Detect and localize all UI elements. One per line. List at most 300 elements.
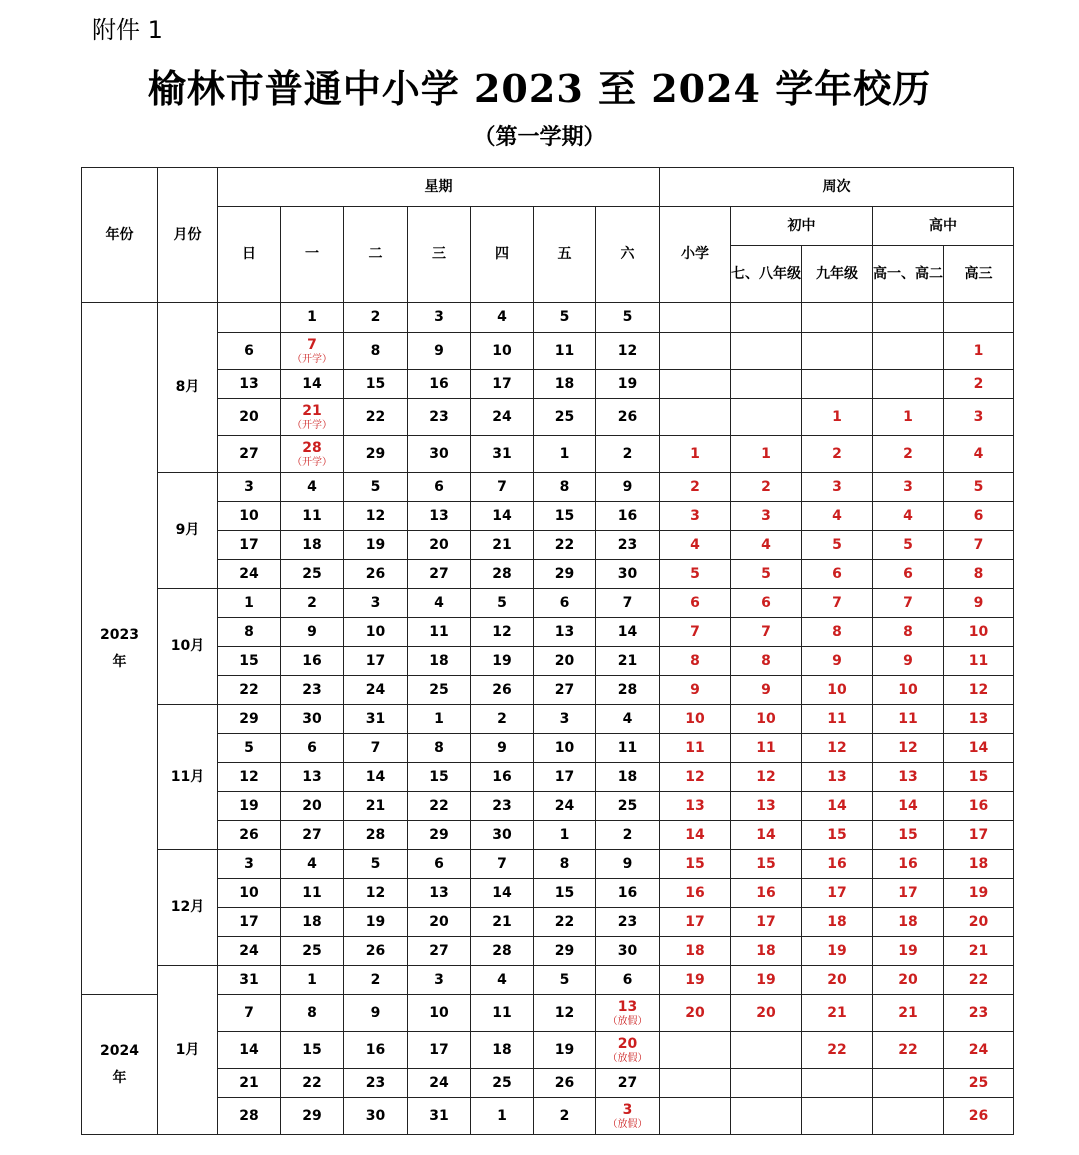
week-cell-junior-9: 21 [801, 995, 872, 1032]
week-cell-primary: 11 [659, 734, 730, 763]
day-cell-mon: 13 [280, 763, 343, 792]
day-cell-sun: 17 [217, 531, 280, 560]
header-weekday-mon: 一 [280, 207, 343, 303]
day-cell-sat: 9 [595, 473, 659, 502]
week-cell-senior-12: 19 [872, 937, 943, 966]
week-cell-senior-3: 10 [943, 618, 1013, 647]
week-cell-senior-12 [872, 1098, 943, 1135]
week-cell-senior-12: 15 [872, 821, 943, 850]
day-cell-sat: 11 [595, 734, 659, 763]
day-cell-thu: 28 [470, 937, 533, 966]
day-cell-tue: 12 [343, 879, 407, 908]
header-senior-3: 高三 [943, 246, 1013, 303]
day-cell-tue: 31 [343, 705, 407, 734]
week-cell-primary: 12 [659, 763, 730, 792]
header-weekday-tue: 二 [343, 207, 407, 303]
week-cell-junior-9 [801, 333, 872, 370]
header-weekday-wed: 三 [407, 207, 470, 303]
day-cell-mon: 23 [280, 676, 343, 705]
day-cell-sat: 23 [595, 531, 659, 560]
day-cell-tue: 26 [343, 937, 407, 966]
day-cell-thu: 7 [470, 850, 533, 879]
day-cell-sun [217, 303, 280, 333]
week-cell-senior-3: 2 [943, 370, 1013, 399]
day-cell-wed: 1 [407, 705, 470, 734]
day-cell-mon: 2 [280, 589, 343, 618]
calendar-row [82, 1069, 1014, 1098]
day-cell-wed: 27 [407, 560, 470, 589]
week-cell-junior-78: 10 [730, 705, 801, 734]
day-cell-thu: 12 [470, 618, 533, 647]
day-cell-mon: 1 [280, 303, 343, 333]
week-cell-primary: 17 [659, 908, 730, 937]
day-note: （放假） [607, 1118, 648, 1130]
week-cell-junior-78: 20 [730, 995, 801, 1032]
day-note: （放假） [607, 1015, 648, 1027]
week-cell-primary [659, 1069, 730, 1098]
week-cell-junior-78: 13 [730, 792, 801, 821]
day-cell-sun: 22 [217, 676, 280, 705]
day-cell-mon: 1 [280, 966, 343, 995]
day-note: （开学） [291, 353, 332, 365]
day-cell-mon: 30 [280, 705, 343, 734]
day-cell-wed: 18 [407, 647, 470, 676]
week-cell-primary: 8 [659, 647, 730, 676]
week-cell-junior-78: 16 [730, 879, 801, 908]
day-cell-fri: 1 [533, 821, 595, 850]
day-cell-sun: 3 [217, 473, 280, 502]
header-primary: 小学 [659, 207, 730, 303]
week-cell-junior-78: 19 [730, 966, 801, 995]
day-cell-mon: 18 [280, 531, 343, 560]
week-cell-senior-3 [943, 303, 1013, 333]
day-cell-thu: 31 [470, 436, 533, 473]
day-cell-thu: 19 [470, 647, 533, 676]
week-cell-primary: 1 [659, 436, 730, 473]
calendar-row [82, 792, 1014, 821]
day-cell-sun: 14 [217, 1032, 280, 1069]
week-cell-senior-3: 21 [943, 937, 1013, 966]
day-cell-thu: 21 [470, 908, 533, 937]
week-cell-junior-78: 4 [730, 531, 801, 560]
week-cell-junior-78: 1 [730, 436, 801, 473]
week-cell-senior-12: 12 [872, 734, 943, 763]
week-cell-primary: 7 [659, 618, 730, 647]
week-cell-junior-78 [730, 333, 801, 370]
week-cell-junior-78: 3 [730, 502, 801, 531]
calendar-row [82, 647, 1014, 676]
day-cell-sat [595, 1098, 659, 1135]
day-cell-mon: 22 [280, 1069, 343, 1098]
day-cell-fri: 15 [533, 879, 595, 908]
week-cell-junior-78: 5 [730, 560, 801, 589]
week-cell-senior-3: 26 [943, 1098, 1013, 1135]
day-cell-sun: 6 [217, 333, 280, 370]
calendar-row [82, 937, 1014, 966]
day-cell-mon [280, 436, 343, 473]
day-cell-wed: 31 [407, 1098, 470, 1135]
header-weekday-sat: 六 [595, 207, 659, 303]
day-cell-fri: 8 [533, 850, 595, 879]
school-calendar-table [81, 167, 1014, 1135]
day-cell-sat: 19 [595, 370, 659, 399]
week-cell-senior-12: 18 [872, 908, 943, 937]
day-cell-sun: 26 [217, 821, 280, 850]
week-cell-junior-78: 2 [730, 473, 801, 502]
day-cell-tue: 24 [343, 676, 407, 705]
attachment-label: 附件 1 [92, 16, 163, 44]
week-cell-junior-9: 15 [801, 821, 872, 850]
day-number: 20 [617, 1036, 638, 1053]
week-cell-junior-9: 5 [801, 531, 872, 560]
week-cell-primary [659, 399, 730, 436]
week-cell-junior-9: 20 [801, 966, 872, 995]
calendar-row [82, 879, 1014, 908]
week-cell-junior-78 [730, 1032, 801, 1069]
week-cell-senior-12: 7 [872, 589, 943, 618]
day-cell-fri: 10 [533, 734, 595, 763]
day-cell-tue: 2 [343, 303, 407, 333]
week-cell-primary: 9 [659, 676, 730, 705]
day-cell-mon: 16 [280, 647, 343, 676]
day-cell-thu: 9 [470, 734, 533, 763]
week-cell-senior-3: 9 [943, 589, 1013, 618]
week-cell-senior-3: 18 [943, 850, 1013, 879]
day-number: 21 [302, 403, 322, 420]
calendar-row [82, 995, 1014, 1032]
day-cell-mon: 25 [280, 937, 343, 966]
week-cell-senior-3: 13 [943, 705, 1013, 734]
week-cell-junior-9: 9 [801, 647, 872, 676]
day-cell-wed: 13 [407, 502, 470, 531]
week-cell-junior-9: 6 [801, 560, 872, 589]
week-cell-senior-3: 15 [943, 763, 1013, 792]
day-cell-sun: 10 [217, 879, 280, 908]
day-cell-thu: 7 [470, 473, 533, 502]
calendar-row [82, 966, 1014, 995]
day-number: 28 [302, 440, 322, 457]
header-senior-group: 高中 [872, 207, 1013, 246]
day-cell-thu: 4 [470, 966, 533, 995]
day-cell-tue: 19 [343, 531, 407, 560]
header-weekday-thu: 四 [470, 207, 533, 303]
calendar-row [82, 618, 1014, 647]
day-cell-sun: 7 [217, 995, 280, 1032]
day-cell-tue: 7 [343, 734, 407, 763]
day-cell-wed: 27 [407, 937, 470, 966]
day-cell-fri: 22 [533, 908, 595, 937]
week-cell-junior-9 [801, 370, 872, 399]
day-cell-mon: 4 [280, 473, 343, 502]
day-cell-mon: 4 [280, 850, 343, 879]
day-cell-sat: 4 [595, 705, 659, 734]
day-cell-sun: 28 [217, 1098, 280, 1135]
calendar-row [82, 370, 1014, 399]
week-cell-primary: 16 [659, 879, 730, 908]
week-cell-junior-78: 11 [730, 734, 801, 763]
month-cell: 9月 [157, 473, 217, 589]
week-cell-senior-3: 3 [943, 399, 1013, 436]
day-cell-fri: 11 [533, 333, 595, 370]
week-cell-primary: 3 [659, 502, 730, 531]
week-cell-junior-9: 19 [801, 937, 872, 966]
day-cell-mon: 14 [280, 370, 343, 399]
calendar-row [82, 1098, 1014, 1135]
week-cell-primary: 20 [659, 995, 730, 1032]
day-cell-thu: 30 [470, 821, 533, 850]
day-cell-wed: 30 [407, 436, 470, 473]
day-cell-fri: 2 [533, 1098, 595, 1135]
day-cell-wed: 6 [407, 850, 470, 879]
week-cell-junior-78: 8 [730, 647, 801, 676]
day-cell-sun: 17 [217, 908, 280, 937]
day-cell-sat: 6 [595, 966, 659, 995]
day-cell-wed: 3 [407, 303, 470, 333]
week-cell-junior-9: 17 [801, 879, 872, 908]
week-cell-junior-9: 7 [801, 589, 872, 618]
week-cell-junior-78: 17 [730, 908, 801, 937]
week-cell-junior-9: 13 [801, 763, 872, 792]
week-cell-senior-3: 20 [943, 908, 1013, 937]
day-cell-sun: 1 [217, 589, 280, 618]
week-cell-junior-78 [730, 370, 801, 399]
day-cell-thu: 14 [470, 502, 533, 531]
header-month: 月份 [157, 168, 217, 303]
day-cell-mon: 20 [280, 792, 343, 821]
day-cell-tue: 10 [343, 618, 407, 647]
day-cell-fri: 26 [533, 1069, 595, 1098]
day-cell-sun: 21 [217, 1069, 280, 1098]
week-cell-primary: 18 [659, 937, 730, 966]
day-cell-fri: 6 [533, 589, 595, 618]
week-cell-senior-12: 9 [872, 647, 943, 676]
month-cell: 1月 [157, 966, 217, 1135]
week-cell-senior-12: 2 [872, 436, 943, 473]
day-cell-fri: 29 [533, 560, 595, 589]
week-cell-senior-3: 12 [943, 676, 1013, 705]
week-cell-junior-9: 16 [801, 850, 872, 879]
calendar-row [82, 436, 1014, 473]
week-cell-primary: 5 [659, 560, 730, 589]
day-cell-sun: 5 [217, 734, 280, 763]
week-cell-senior-12: 16 [872, 850, 943, 879]
day-cell-thu: 14 [470, 879, 533, 908]
calendar-row [82, 531, 1014, 560]
day-cell-thu: 25 [470, 1069, 533, 1098]
week-cell-junior-9: 18 [801, 908, 872, 937]
week-cell-senior-3: 23 [943, 995, 1013, 1032]
week-cell-senior-3: 4 [943, 436, 1013, 473]
week-cell-senior-3: 14 [943, 734, 1013, 763]
calendar-row [82, 705, 1014, 734]
day-cell-tue: 17 [343, 647, 407, 676]
week-cell-senior-3: 17 [943, 821, 1013, 850]
day-cell-sat: 30 [595, 560, 659, 589]
week-cell-junior-78 [730, 1069, 801, 1098]
week-cell-primary [659, 303, 730, 333]
week-cell-senior-12: 13 [872, 763, 943, 792]
calendar-row [82, 333, 1014, 370]
month-cell: 8月 [157, 303, 217, 473]
day-cell-fri: 29 [533, 937, 595, 966]
day-cell-sun: 20 [217, 399, 280, 436]
day-cell-thu: 2 [470, 705, 533, 734]
day-cell-fri: 5 [533, 303, 595, 333]
day-cell-thu: 10 [470, 333, 533, 370]
day-number: 13 [617, 999, 638, 1016]
day-cell-sun: 10 [217, 502, 280, 531]
day-cell-wed: 23 [407, 399, 470, 436]
day-cell-tue: 14 [343, 763, 407, 792]
day-cell-tue: 2 [343, 966, 407, 995]
week-cell-primary: 2 [659, 473, 730, 502]
day-cell-tue: 8 [343, 333, 407, 370]
day-cell-wed: 11 [407, 618, 470, 647]
page-subtitle: （第一学期） [473, 125, 606, 150]
day-cell-tue: 5 [343, 473, 407, 502]
day-cell-tue: 5 [343, 850, 407, 879]
day-cell-sun: 27 [217, 436, 280, 473]
day-cell-wed: 15 [407, 763, 470, 792]
day-cell-wed: 10 [407, 995, 470, 1032]
day-cell-sat: 28 [595, 676, 659, 705]
day-cell-fri: 1 [533, 436, 595, 473]
day-cell-wed: 8 [407, 734, 470, 763]
week-cell-senior-3: 22 [943, 966, 1013, 995]
week-cell-senior-12: 22 [872, 1032, 943, 1069]
day-cell-fri: 13 [533, 618, 595, 647]
day-cell-wed: 3 [407, 966, 470, 995]
week-cell-senior-12: 8 [872, 618, 943, 647]
day-cell-mon: 11 [280, 502, 343, 531]
day-cell-sat: 23 [595, 908, 659, 937]
day-cell-sat: 26 [595, 399, 659, 436]
week-cell-senior-3: 16 [943, 792, 1013, 821]
page-title: 榆林市普通中小学 2023 至 2024 学年校历 [147, 66, 932, 111]
week-cell-junior-78 [730, 1098, 801, 1135]
day-cell-fri: 3 [533, 705, 595, 734]
day-cell-sat [595, 995, 659, 1032]
week-cell-senior-12: 4 [872, 502, 943, 531]
day-cell-tue: 22 [343, 399, 407, 436]
day-cell-thu: 5 [470, 589, 533, 618]
calendar-row [82, 502, 1014, 531]
week-cell-primary: 6 [659, 589, 730, 618]
week-cell-senior-3: 5 [943, 473, 1013, 502]
day-cell-wed: 20 [407, 908, 470, 937]
day-cell-wed: 22 [407, 792, 470, 821]
week-cell-senior-12: 14 [872, 792, 943, 821]
week-cell-senior-3: 6 [943, 502, 1013, 531]
day-cell-mon: 18 [280, 908, 343, 937]
calendar-row [82, 473, 1014, 502]
week-cell-senior-12: 11 [872, 705, 943, 734]
week-cell-junior-9: 8 [801, 618, 872, 647]
week-cell-junior-9: 4 [801, 502, 872, 531]
week-cell-senior-12 [872, 333, 943, 370]
day-cell-fri: 24 [533, 792, 595, 821]
day-cell-wed: 17 [407, 1032, 470, 1069]
day-cell-sat: 9 [595, 850, 659, 879]
day-cell-tue: 19 [343, 908, 407, 937]
day-cell-tue: 21 [343, 792, 407, 821]
week-cell-senior-12: 5 [872, 531, 943, 560]
calendar-row [82, 676, 1014, 705]
week-cell-primary: 4 [659, 531, 730, 560]
header-junior-9: 九年级 [801, 246, 872, 303]
day-cell-fri: 8 [533, 473, 595, 502]
day-cell-wed: 29 [407, 821, 470, 850]
day-cell-sun: 13 [217, 370, 280, 399]
day-cell-sun: 31 [217, 966, 280, 995]
header-weekday-sun: 日 [217, 207, 280, 303]
day-cell-sat: 18 [595, 763, 659, 792]
day-cell-sat: 25 [595, 792, 659, 821]
year-cell: 2024年 [82, 995, 158, 1135]
day-cell-wed: 20 [407, 531, 470, 560]
day-note: （开学） [291, 419, 332, 431]
week-cell-junior-78: 14 [730, 821, 801, 850]
day-cell-thu: 28 [470, 560, 533, 589]
day-cell-sat: 27 [595, 1069, 659, 1098]
week-cell-junior-9: 10 [801, 676, 872, 705]
day-cell-thu: 11 [470, 995, 533, 1032]
day-cell-sat: 12 [595, 333, 659, 370]
day-cell-thu: 26 [470, 676, 533, 705]
day-cell-thu: 16 [470, 763, 533, 792]
day-cell-thu: 21 [470, 531, 533, 560]
day-cell-mon: 15 [280, 1032, 343, 1069]
week-cell-junior-9: 3 [801, 473, 872, 502]
day-cell-sat: 2 [595, 436, 659, 473]
day-cell-sun: 24 [217, 560, 280, 589]
header-senior-12: 高一、高二 [872, 246, 943, 303]
calendar-row [82, 850, 1014, 879]
day-cell-fri: 17 [533, 763, 595, 792]
week-cell-senior-12: 21 [872, 995, 943, 1032]
week-cell-primary [659, 1032, 730, 1069]
day-cell-mon [280, 399, 343, 436]
week-cell-junior-9 [801, 1098, 872, 1135]
day-cell-sat: 30 [595, 937, 659, 966]
day-cell-tue: 30 [343, 1098, 407, 1135]
day-cell-sat: 16 [595, 879, 659, 908]
week-cell-primary [659, 370, 730, 399]
day-cell-sat [595, 1032, 659, 1069]
day-cell-sun: 3 [217, 850, 280, 879]
day-cell-mon: 27 [280, 821, 343, 850]
week-cell-senior-3: 1 [943, 333, 1013, 370]
week-cell-senior-12 [872, 1069, 943, 1098]
day-cell-tue: 3 [343, 589, 407, 618]
month-cell: 10月 [157, 589, 217, 705]
header-week-group: 周次 [659, 168, 1013, 207]
week-cell-junior-78: 12 [730, 763, 801, 792]
day-cell-mon: 11 [280, 879, 343, 908]
week-cell-junior-78: 7 [730, 618, 801, 647]
week-cell-primary: 15 [659, 850, 730, 879]
week-cell-junior-9 [801, 1069, 872, 1098]
header-junior-78: 七、八年级 [730, 246, 801, 303]
week-cell-senior-12 [872, 303, 943, 333]
day-cell-mon: 25 [280, 560, 343, 589]
calendar-row [82, 589, 1014, 618]
week-cell-junior-9 [801, 303, 872, 333]
day-cell-mon: 6 [280, 734, 343, 763]
day-cell-sat: 5 [595, 303, 659, 333]
week-cell-senior-12: 20 [872, 966, 943, 995]
week-cell-senior-3: 19 [943, 879, 1013, 908]
